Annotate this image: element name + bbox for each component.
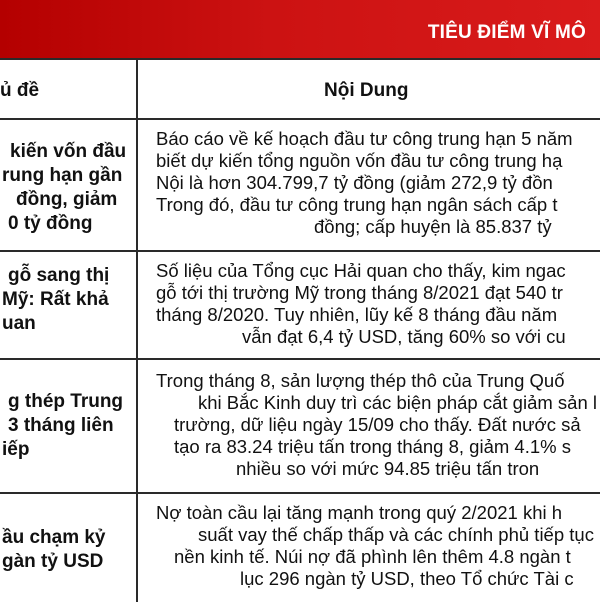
topic-line: 0 tỷ đồng bbox=[8, 213, 93, 234]
content-line: Nội là hơn 304.799,7 tỷ đồng (giảm 272,9 tỷ đồn bbox=[156, 172, 553, 193]
topic-line: g thép Trung bbox=[8, 391, 124, 412]
topic-line: gỗ sang thị bbox=[8, 265, 110, 286]
content-line: gỗ tới thị trường Mỹ trong tháng 8/2021 đạt 540 tr bbox=[156, 282, 563, 303]
topic-cell bbox=[0, 360, 136, 492]
content-line: Nợ toàn cầu lại tăng mạnh trong quý 2/2021 khi h bbox=[156, 502, 563, 523]
topic-line: rung hạn gần bbox=[2, 165, 123, 186]
content-line: lục 296 ngàn tỷ USD, theo Tổ chức Tài c bbox=[240, 568, 574, 589]
content-line: suất vay thế chấp thấp và các chính phủ tiếp tục bbox=[198, 524, 594, 545]
header-topic: ủ đề bbox=[0, 80, 40, 101]
topic-cell bbox=[0, 120, 136, 250]
topic-line: đồng, giảm bbox=[16, 189, 118, 210]
topic-line: ầu chạm kỷ bbox=[2, 527, 106, 548]
content-line: Báo cáo về kế hoạch đầu tư công trung hạn 5 năm bbox=[156, 128, 573, 149]
table-row bbox=[0, 360, 600, 494]
content-line: nền kinh tế. Núi nợ đã phình lên thêm 4.8 ngàn t bbox=[174, 546, 571, 567]
topic-line: gàn tỷ USD bbox=[2, 551, 104, 572]
content-line: Trong đó, đầu tư công trung hạn ngân sách cấp t bbox=[156, 194, 558, 215]
content-line: nhiều so với mức 94.85 triệu tấn tron bbox=[236, 458, 540, 479]
news-table bbox=[0, 58, 600, 602]
topic-line: kiến vốn đầu bbox=[10, 141, 127, 162]
topic-line: iếp bbox=[2, 439, 30, 460]
content-line: Trong tháng 8, sản lượng thép thô của Trung Quố bbox=[156, 370, 565, 391]
topic-line: uan bbox=[2, 313, 36, 334]
content-line: khi Bắc Kinh duy trì các biện pháp cắt giảm sản l bbox=[198, 392, 597, 413]
content-line: tạo ra 83.24 triệu tấn trong tháng 8, giảm 4.1% s bbox=[174, 436, 571, 457]
table-row bbox=[0, 120, 600, 252]
content-cell bbox=[138, 120, 600, 250]
content-line: trường, dữ liệu ngày 15/09 cho thấy. Đất nước sả bbox=[174, 414, 581, 435]
table-row bbox=[0, 252, 600, 360]
topic-cell bbox=[0, 494, 136, 602]
topic-line: Mỹ: Rất khả bbox=[2, 289, 109, 310]
header-banner bbox=[0, 0, 600, 58]
topic-line: 3 tháng liên bbox=[8, 415, 114, 436]
content-cell bbox=[138, 360, 600, 492]
content-line: vẫn đạt 6,4 tỷ USD, tăng 60% so với cu bbox=[242, 326, 566, 347]
table-row bbox=[0, 494, 600, 602]
content-line: Số liệu của Tổng cục Hải quan cho thấy, kim ngac bbox=[156, 260, 566, 281]
banner-title: TIÊU ĐIỂM VĨ MÔ bbox=[427, 22, 586, 43]
content-line: biết dự kiến tổng nguồn vốn đầu tư công trung hạ bbox=[156, 150, 563, 171]
content-cell bbox=[138, 252, 600, 358]
table-header-row bbox=[0, 60, 600, 120]
content-cell bbox=[138, 494, 600, 602]
header-content: Nội Dung bbox=[324, 80, 409, 101]
content-line: tháng 8/2020. Tuy nhiên, lũy kế 8 tháng đầu năm bbox=[156, 304, 558, 325]
topic-cell bbox=[0, 252, 136, 358]
content-line: đồng; cấp huyện là 85.837 tỷ bbox=[314, 216, 552, 237]
